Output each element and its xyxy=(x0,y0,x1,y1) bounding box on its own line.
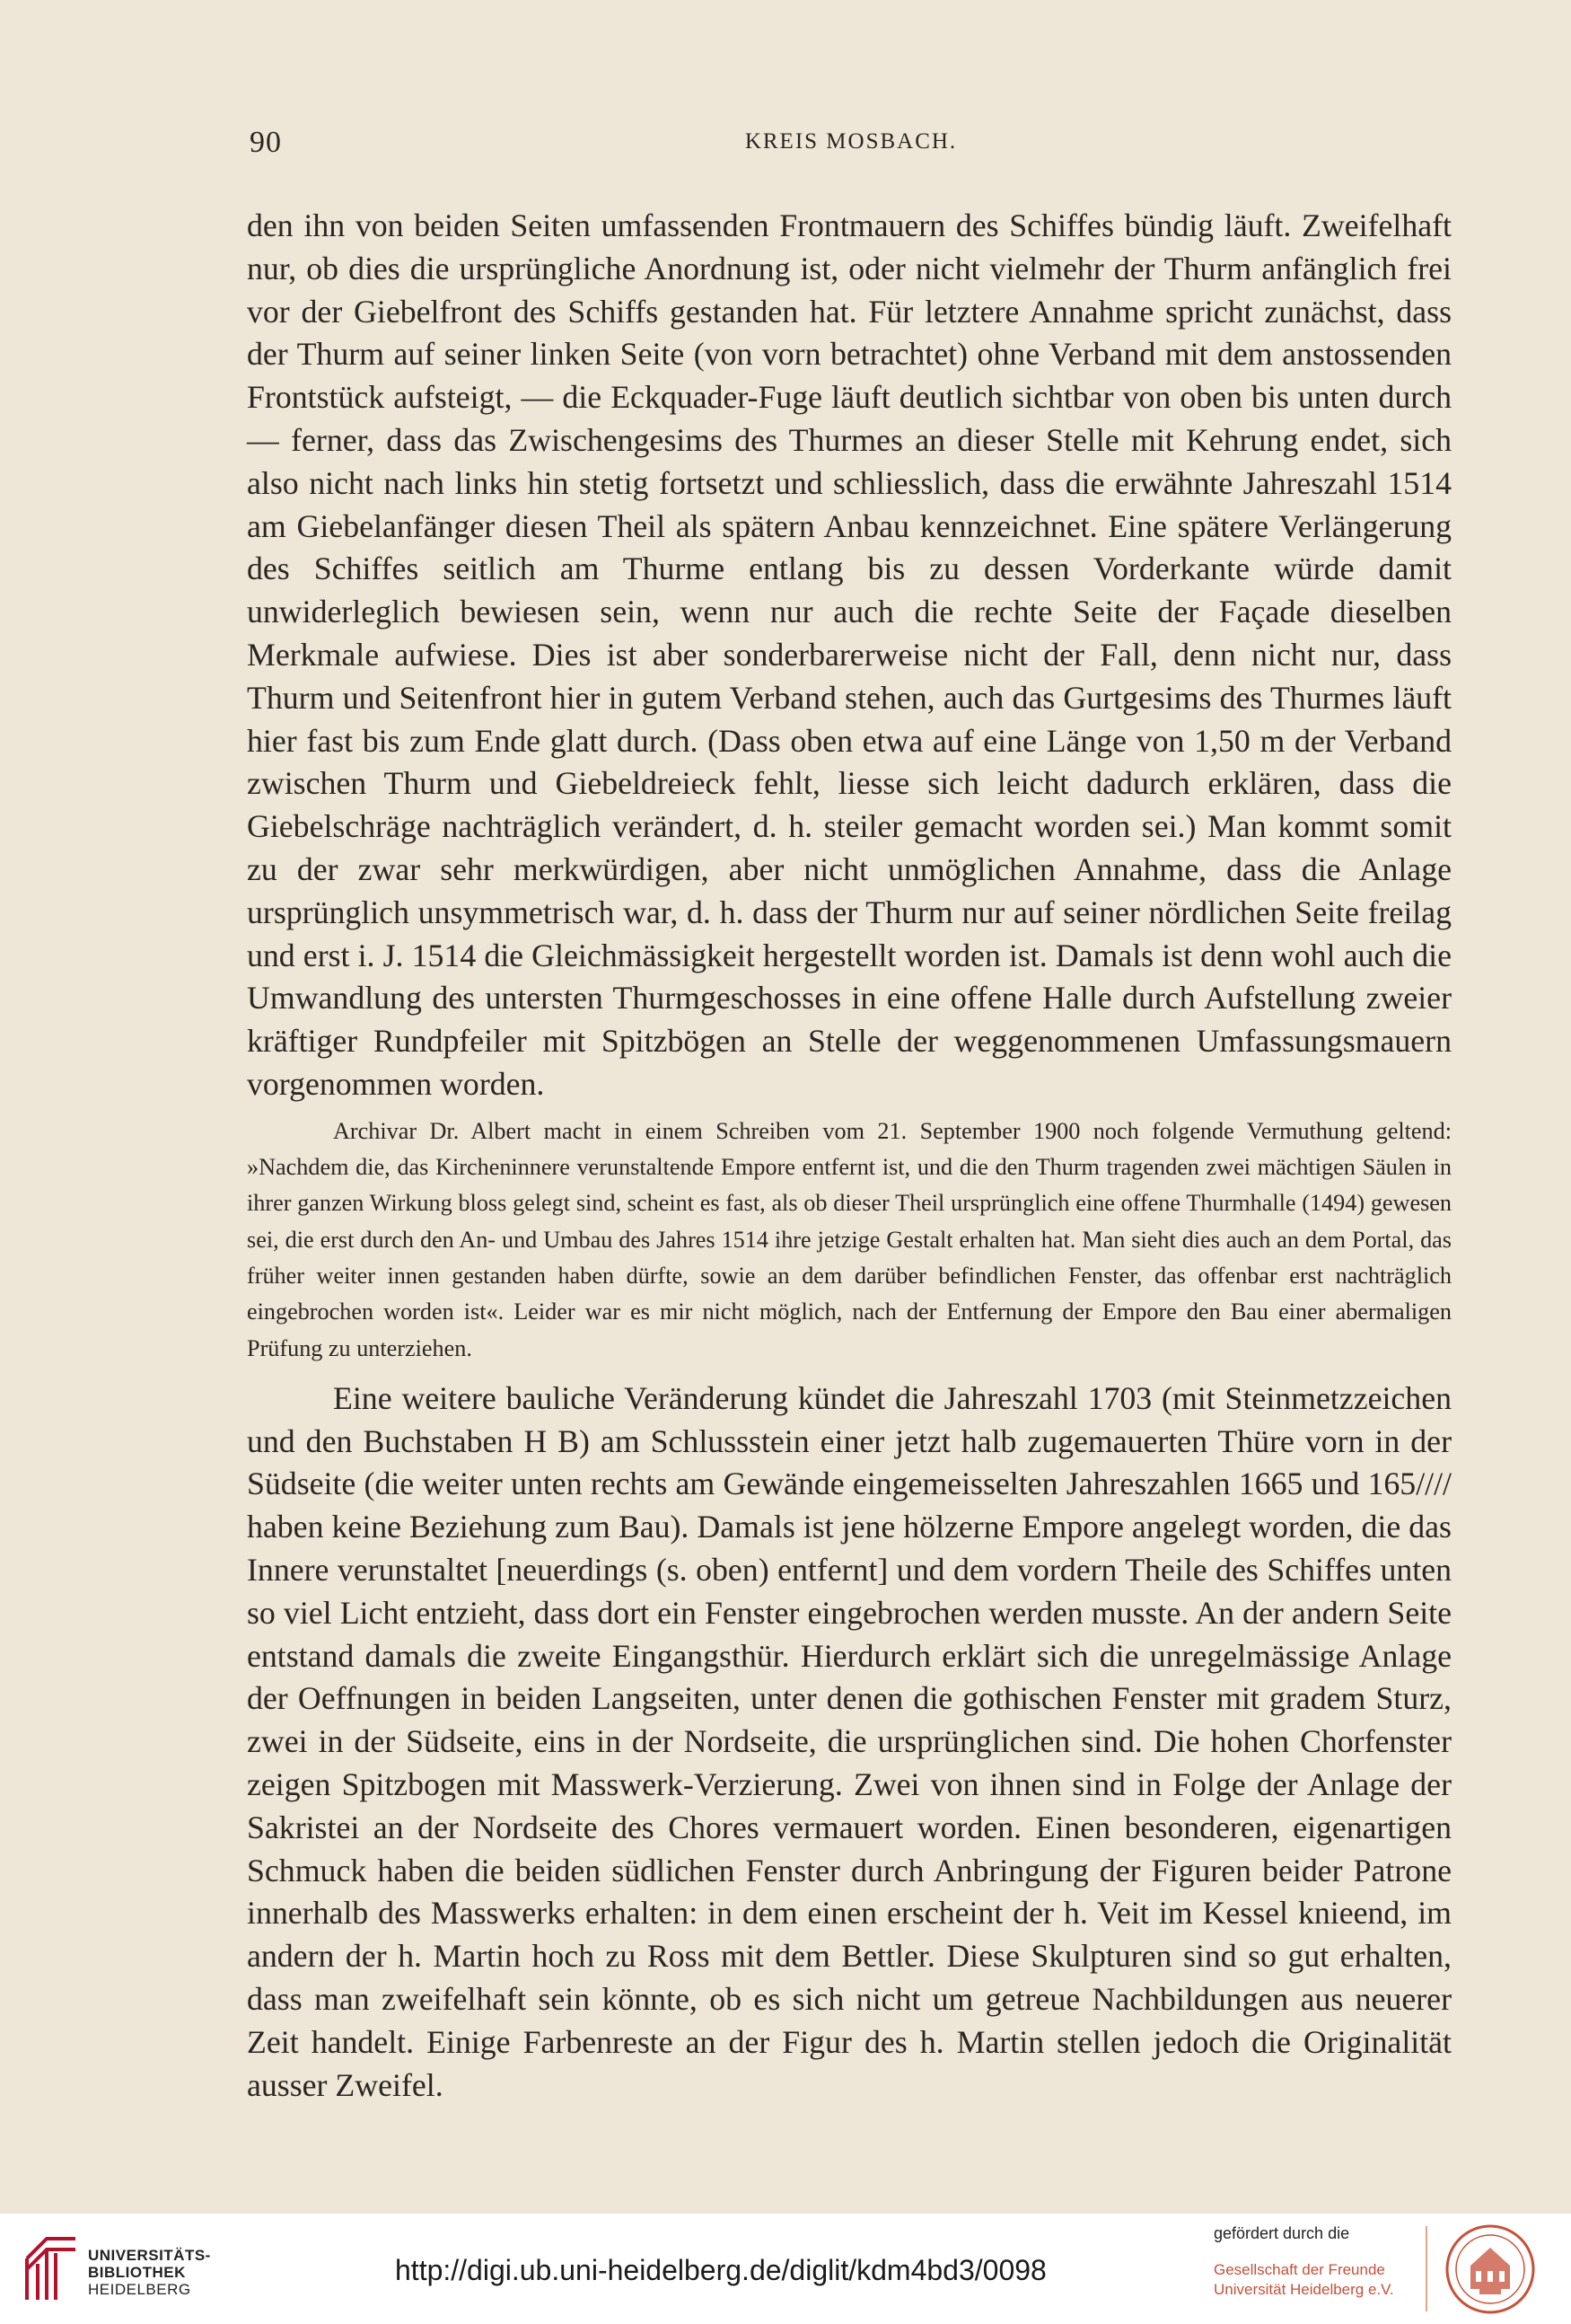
footnote-block: Archivar Dr. Albert macht in einem Schreiben vom 21. September 1900 noch folgende Vermuthung geltend: »Nachdem die, das Kircheninnere verunstaltende Empore entfernt ist, und die den Thurm tragenden zwei mächtigen Säulen in ihrer ganzen Wirkung bloss gelegt sind, scheint es fast, als ob dieser Theil ursprünglich eine offene Thurmhalle (1494) gewesen sei, die erst durch den An- und Umbau des Jahres 1514 ihre jetzige Gestalt erhalten hat. Man sieht dies auch an dem Portal, das früher weiter innen gestanden haben dürfte, sowie an dem darüber befindlichen Fenster, das offenbar erst nachträglich eingebrochen worden ist«. Leider war es mir nicht möglich, nach der Entfernung der Empore den Bau einer abermaligen Prüfung zu unterziehen. xyxy=(247,1117,1452,1361)
page-number: 90 xyxy=(250,126,282,159)
sponsor-name-line-1: Gesellschaft der Freunde xyxy=(1214,2261,1385,2278)
library-name xyxy=(88,2247,211,2298)
library-name-line-2: BIBLIOTHEK xyxy=(88,2264,186,2281)
university-seal-icon xyxy=(1444,2223,1537,2316)
permalink-url[interactable]: http://digi.ub.uni-heidelberg.de/diglit/kdm4bd3/0098 xyxy=(395,2254,1047,2286)
body-text xyxy=(247,205,1452,2107)
sponsor-name xyxy=(1214,2260,1394,2300)
library-name-line-1: UNIVERSITÄTS- xyxy=(88,2247,211,2264)
paragraph-2: Eine weitere bauliche Veränderung kündet die Jahreszahl 1703 (mit Steinmetzzeichen und den Buchstaben H B) am Schlussstein einer jetzt halb zugemauerten Thüre vorn in der Südseite (die weiter unten rechts am Gewände eingemeisselten Jahreszahlen 1665 und 165//// haben keine Beziehung zum Bau). Damals ist jene hölzerne Empore angelegt worden, die das Innere verunstaltet [neuerdings (s. oben) entfernt] und dem vordern Theile des Schiffes unten so viel Licht entzieht, dass dort ein Fenster eingebrochen werden musste. An der andern Seite entstand damals die zweite Eingangsthür. Hierdurch erklärt sich die unregelmässige Anlage der Oeffnungen in beiden Langseiten, unter denen die gothischen Fenster mit gradem Sturz, zwei in der Südseite, eins in der Nordseite, die ursprünglichen sind. Die hohen Chorfenster zeigen Spitzbogen mit Masswerk-Verzierung. Zwei von ihnen sind in Folge der Anlage der Sakristei an der Nordseite des Chores vermauert worden. Einen besonderen, eigenartigen Schmuck haben die beiden südlichen Fenster durch Anbringung der Figuren beider Patrone innerhalb des Masswerks erhalten: in dem einen erscheint der h. Veit im Kessel knieend, im andern der h. Martin hoch zu Ross mit dem Bettler. Diese Skulpturen sind so gut erhalten, dass man zweifelhaft sein könnte, ob es sich nicht um getreue Nachbildungen aus neuerer Zeit handelt. Einige Farbenreste an der Figur des h. Martin stellen jedoch die Originalität ausser Zweifel. xyxy=(247,1379,1452,2103)
paragraph-1: den ihn von beiden Seiten umfassenden Frontmauern des Schiffes bündig läuft. Zweifelhaft nur, ob dies die ursprüngliche Anordnung ist, oder nicht vielmehr der Thurm anfänglich frei vor der Giebelfront des Schiffs gestanden hat. Für letztere Annahme spricht zunächst, dass der Thurm auf seiner linken Seite (von vorn betrachtet) ohne Verband mit dem anstossenden Frontstück aufsteigt, — die Eckquader-Fuge läuft deutlich sichtbar von oben bis unten durch — ferner, dass das Zwischengesims des Thurmes an dieser Stelle mit Kehrung endet, sich also nicht nach links hin stetig fortsetzt und schliesslich, dass die erwähnte Jahreszahl 1514 am Giebelanfänger diesen Theil als spätern Anbau kennzeichnet. Eine spätere Verlängerung des Schiffes seitlich am Thurme entlang bis zu dessen Vorderkante würde damit unwiderleglich bewiesen sein, wenn nur auch die rechte Seite der Façade dieselben Merkmale aufwiese. Dies ist aber sonderbarerweise nicht der Fall, denn nicht nur, dass Thurm und Seitenfront hier in gutem Verband stehen, auch das Gurtgesims des Thurmes läuft hier fast bis zum Ende glatt durch. (Dass oben etwa auf eine Länge von 1,50 m der Verband zwischen Thurm und Giebeldreieck fehlt, liesse sich leicht dadurch erklären, dass die Giebelschräge nachträglich verändert, d. h. steiler gemacht worden sei.) Man kommt somit zu der zwar sehr merkwürdigen, aber nicht unmöglichen Annahme, dass die Anlage ursprünglich unsymmetrisch war, d. h. dass der Thurm nur auf seiner nördlichen Seite freilag und erst i. J. 1514 die Gleichmässigkeit hergestellt worden ist. Damals ist denn wohl auch die Umwandlung des untersten Thurmgeschosses in eine offene Halle durch Aufstellung zweier kräftiger Rundpfeiler mit Spitzbögen an Stelle der weggenommenen Umfassungsmauern vorgenommen worden. xyxy=(247,207,1452,1102)
footer-divider xyxy=(1426,2226,1427,2311)
running-title: KREIS MOSBACH. xyxy=(744,129,958,154)
page-header xyxy=(250,126,1453,171)
sponsor-name-line-2: Universität Heidelberg e.V. xyxy=(1214,2281,1394,2298)
footer-bar xyxy=(0,2214,1571,2324)
ub-heidelberg-logo-icon xyxy=(20,2232,83,2303)
sponsor-label: gefördert durch die xyxy=(1214,2224,1350,2242)
library-name-line-3: HEIDELBERG xyxy=(88,2281,191,2298)
